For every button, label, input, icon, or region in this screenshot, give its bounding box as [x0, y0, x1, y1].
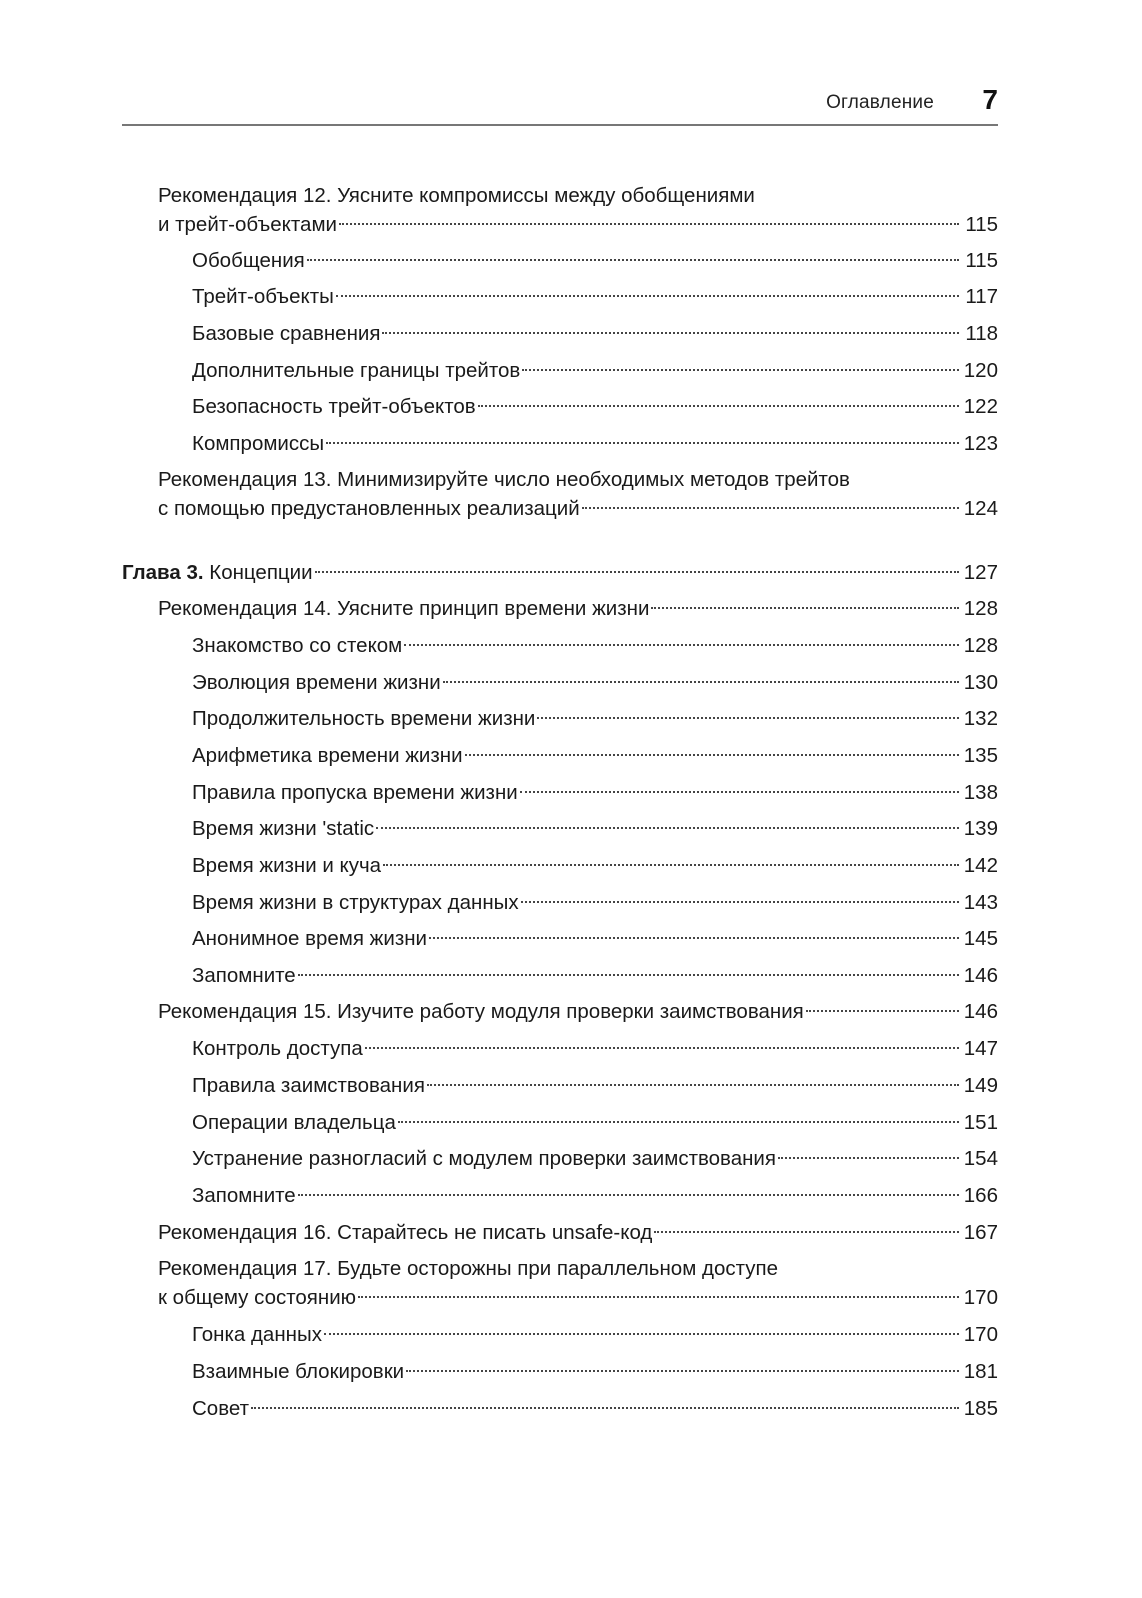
running-header: [122, 82, 998, 126]
toc-section[interactable]: [192, 392, 998, 422]
toc-section[interactable]: [192, 246, 998, 276]
toc-page-number: 146: [963, 1000, 998, 1023]
toc-page-number: 123: [963, 432, 998, 455]
toc-page-number: 118: [965, 322, 998, 345]
toc-page-number: 147: [963, 1037, 998, 1060]
toc-entry-title: Взаимные блокировки: [192, 1360, 405, 1383]
toc-entry-title: Контроль доступа: [192, 1037, 363, 1060]
toc-recommendation[interactable]: [158, 210, 998, 240]
dot-leader: [654, 1230, 959, 1233]
toc-section[interactable]: [192, 1181, 998, 1211]
toc-entry-title: Продолжительность времени жизни: [192, 707, 536, 730]
toc-entry-title: Время жизни и куча: [192, 854, 382, 877]
toc-section[interactable]: [192, 1394, 998, 1424]
toc-page-number: 124: [963, 497, 998, 520]
toc-page-number: 122: [963, 395, 998, 418]
toc-section[interactable]: [192, 741, 998, 771]
dot-leader: [443, 680, 959, 683]
toc-recommendation[interactable]: [158, 594, 998, 624]
toc-section[interactable]: [192, 356, 998, 386]
dot-leader: [339, 222, 959, 225]
chapter-label: Глава 3.: [122, 561, 210, 584]
toc-recommendation[interactable]: [158, 494, 998, 524]
toc-section[interactable]: [192, 282, 998, 312]
toc-entry-title: Совет: [192, 1397, 249, 1420]
toc-page-number: 130: [963, 671, 998, 694]
dot-leader: [298, 1193, 959, 1196]
toc-entry-title: Гонка данных: [192, 1323, 322, 1346]
toc-section[interactable]: [192, 924, 998, 954]
dot-leader: [382, 331, 959, 334]
dot-leader: [383, 863, 959, 866]
toc-section[interactable]: [192, 668, 998, 698]
toc-page-number: 117: [965, 285, 998, 308]
toc-entry-title: Запомните: [192, 1184, 296, 1207]
toc-section[interactable]: [192, 1034, 998, 1064]
toc-entry-title: Время жизни 'static: [192, 817, 375, 840]
toc-entry-title: Правила заимствования: [192, 1074, 425, 1097]
toc-section[interactable]: [192, 778, 998, 808]
dot-leader: [522, 368, 959, 371]
toc-entry-title: Рекомендация 16. Старайтесь не писать unsafe-код: [158, 1221, 653, 1244]
dot-leader: [398, 1120, 959, 1123]
running-header-title: Оглавление: [826, 92, 934, 113]
toc-entry-title: Обобщения: [192, 249, 305, 272]
dot-leader: [336, 294, 959, 297]
toc-entry-title: Базовые сравнения: [192, 322, 381, 345]
toc-entry-title: Трейт-объекты: [192, 285, 334, 308]
toc-page-number: 127: [963, 561, 998, 584]
toc-page-number: 115: [965, 213, 998, 236]
toc-entry-title: Арифметика времени жизни: [192, 744, 463, 767]
toc-section[interactable]: [192, 961, 998, 991]
dot-leader: [478, 404, 959, 407]
toc-page-number: 128: [963, 597, 998, 620]
dot-leader: [298, 973, 959, 976]
toc-entry-title: Дополнительные границы трейтов: [192, 359, 521, 382]
toc-chapter[interactable]: [122, 558, 998, 588]
dot-leader: [651, 606, 959, 609]
toc-page-number: 145: [963, 927, 998, 950]
toc-page-number: 142: [963, 854, 998, 877]
dot-leader: [406, 1369, 959, 1372]
dot-leader: [521, 900, 959, 903]
dot-leader: [465, 753, 959, 756]
toc-section[interactable]: [192, 851, 998, 881]
dot-leader: [806, 1009, 959, 1012]
toc-entry-line1: Рекомендация 12. Уясните компромиссы между обобщениями: [158, 184, 755, 207]
toc-page-number: 170: [963, 1286, 998, 1309]
toc-section[interactable]: [192, 1144, 998, 1174]
dot-leader: [429, 936, 959, 939]
toc-entry-title: Рекомендация 15. Изучите работу модуля проверки заимствования: [158, 1000, 804, 1023]
toc-section[interactable]: [192, 704, 998, 734]
toc-entry-title: Устранение разногласий с модулем проверки заимствования: [192, 1147, 776, 1170]
toc-page-number: 138: [963, 781, 998, 804]
toc-entry-title: к общему состоянию: [158, 1286, 357, 1309]
toc-page-number: 154: [963, 1147, 998, 1170]
dot-leader: [315, 570, 959, 573]
toc-entry-title: Запомните: [192, 964, 296, 987]
toc-page-number: 166: [963, 1184, 998, 1207]
dot-leader: [326, 441, 959, 444]
toc-entry-title: Операции владельца: [192, 1111, 396, 1134]
toc-page-number: 167: [963, 1221, 998, 1244]
toc-entry-title: Эволюция времени жизни: [192, 671, 441, 694]
dot-leader: [427, 1083, 959, 1086]
toc-page-number: 149: [963, 1074, 998, 1097]
dot-leader: [778, 1156, 959, 1159]
toc-page-number: 181: [963, 1360, 998, 1383]
toc-page-number: 132: [963, 707, 998, 730]
dot-leader: [582, 506, 959, 509]
toc-entry-line1: Рекомендация 13. Минимизируйте число необходимых методов трейтов: [158, 468, 850, 491]
toc-section[interactable]: [192, 888, 998, 918]
dot-leader: [251, 1406, 959, 1409]
toc-page-number: 151: [963, 1111, 998, 1134]
toc-page-number: 135: [963, 744, 998, 767]
toc-section[interactable]: [192, 1108, 998, 1138]
toc-recommendation[interactable]: [158, 1283, 998, 1313]
toc-section[interactable]: [192, 814, 998, 844]
toc-entry-line1: Рекомендация 17. Будьте осторожны при параллельном доступе: [158, 1257, 778, 1280]
dot-leader: [404, 643, 959, 646]
toc-page-number: 115: [965, 249, 998, 272]
toc-page-number: 170: [963, 1323, 998, 1346]
toc-entry-title: Правила пропуска времени жизни: [192, 781, 518, 804]
toc-entry-title: Рекомендация 14. Уясните принцип времени жизни: [158, 597, 650, 620]
toc-section[interactable]: [192, 631, 998, 661]
header-rule: [122, 124, 998, 126]
toc-page-number: 143: [963, 891, 998, 914]
dot-leader: [324, 1332, 959, 1335]
toc-page-number: 146: [963, 964, 998, 987]
toc-entry-title: Знакомство со стеком: [192, 634, 403, 657]
toc-entry-title: с помощью предустановленных реализаций: [158, 497, 580, 520]
toc-section[interactable]: [192, 1071, 998, 1101]
dot-leader: [520, 790, 959, 793]
dot-leader: [358, 1295, 959, 1298]
toc-recommendation[interactable]: [158, 997, 998, 1027]
toc-entry-title: и трейт-объектами: [158, 213, 337, 236]
toc-entry-title: Время жизни в структурах данных: [192, 891, 519, 914]
toc-entry-title: Анонимное время жизни: [192, 927, 427, 950]
page-number: 7: [982, 84, 998, 115]
toc-section[interactable]: [192, 429, 998, 459]
toc-page-number: 128: [963, 634, 998, 657]
toc-entry-title: Компромиссы: [192, 432, 325, 455]
toc-section[interactable]: [192, 1320, 998, 1350]
dot-leader: [376, 826, 959, 829]
dot-leader: [307, 258, 959, 261]
dot-leader: [537, 716, 959, 719]
toc-recommendation[interactable]: [158, 1218, 998, 1248]
toc-entry-title: Глава 3. Концепции: [122, 561, 313, 584]
toc-page-number: 120: [963, 359, 998, 382]
toc-entry-title: Безопасность трейт-объектов: [192, 395, 476, 418]
toc-section[interactable]: [192, 1357, 998, 1387]
dot-leader: [365, 1046, 959, 1049]
toc-section[interactable]: [192, 319, 998, 349]
toc-page-number: 139: [963, 817, 998, 840]
toc-page-number: 185: [963, 1397, 998, 1420]
